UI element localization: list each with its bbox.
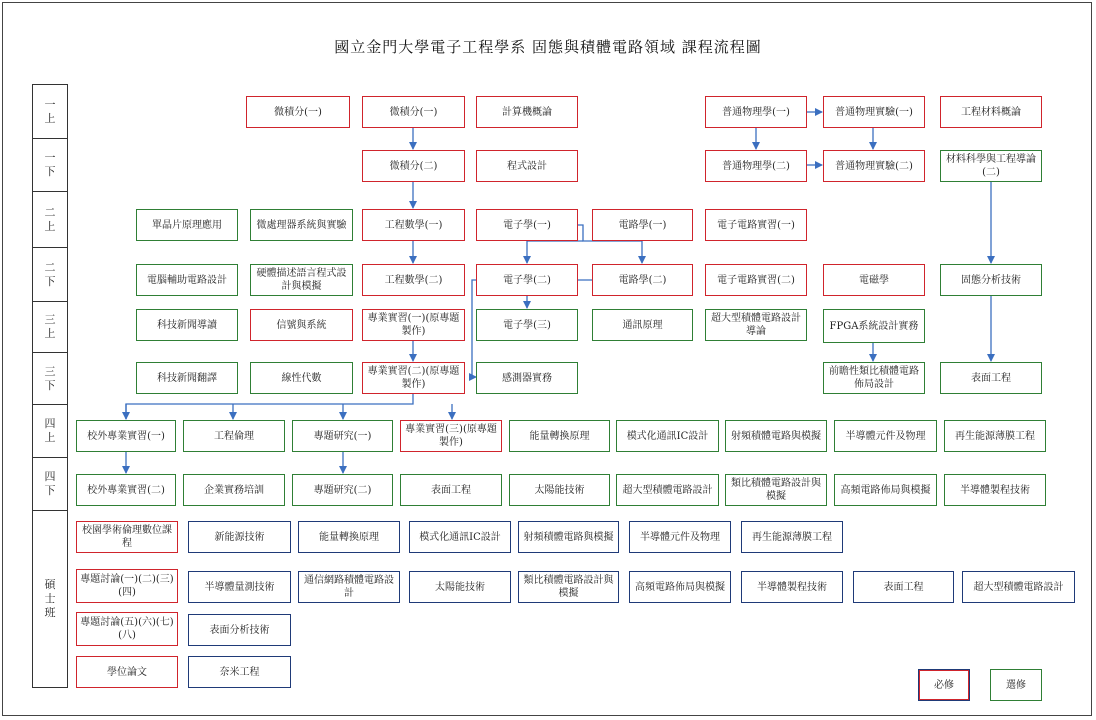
page-title: 國立金門大學電子工程學系 固態與積體電路領域 課程流程圖 — [334, 38, 762, 56]
master-course-box: 學位論文 — [76, 656, 178, 688]
semester-label: 碩士班 — [44, 578, 56, 619]
master-course-box: 新能源技術 — [188, 521, 291, 553]
master-course-box: 半導體元件及物理 — [629, 521, 731, 553]
course-box: 前瞻性類比積體電路佈局設計 — [823, 362, 925, 394]
course-box: 材料科學與工程導論(二) — [940, 150, 1042, 182]
course-box: 微積分(一) — [246, 96, 350, 128]
master-course-box: 表面分析技術 — [188, 614, 291, 646]
course-box: 程式設計 — [476, 150, 578, 182]
course-box: 通訊原理 — [592, 309, 693, 341]
course-box: 普通物理實驗(一) — [823, 96, 925, 128]
master-course-box: 半導體量測技術 — [188, 571, 291, 603]
course-box: 專題研究(一) — [292, 420, 393, 452]
course-box: 電路學(二) — [592, 264, 693, 296]
course-box: 表面工程 — [940, 362, 1042, 394]
course-box: 工程數學(一) — [362, 209, 465, 241]
course-box: 電子學(三) — [476, 309, 578, 341]
course-box: 半導體元件及物理 — [834, 420, 937, 452]
course-box: 專業實習(二)(原專題製作) — [362, 362, 465, 394]
course-box: 單晶片原理應用 — [136, 209, 238, 241]
legend-required: 必修 — [918, 669, 970, 701]
course-box: 電子電路實習(一) — [705, 209, 807, 241]
course-box: 專題研究(二) — [292, 474, 393, 506]
flow-arrow — [527, 241, 583, 263]
course-box: 太陽能技術 — [509, 474, 610, 506]
course-box: 計算機概論 — [476, 96, 578, 128]
course-box: 工程材料概論 — [940, 96, 1042, 128]
course-box: 微積分(一) — [362, 96, 465, 128]
master-course-box: 專題討論(五)(六)(七)(八) — [76, 612, 178, 646]
master-course-box: 再生能源薄膜工程 — [741, 521, 843, 553]
semester-label: 二下 — [33, 248, 67, 302]
master-course-box: 類比積體電路設計與模擬 — [518, 571, 619, 603]
master-course-box: 奈米工程 — [188, 656, 291, 688]
course-box: 電子電路實習(二) — [705, 264, 807, 296]
course-box: 微積分(二) — [362, 150, 465, 182]
course-box: 科技新聞導讀 — [136, 309, 238, 341]
course-box: 企業實務培訓 — [183, 474, 285, 506]
semester-label: 三上 — [33, 302, 67, 353]
master-course-box: 模式化通訊IC設計 — [409, 521, 511, 553]
legend-elective: 選修 — [990, 669, 1042, 701]
course-box: FPGA系統設計實務 — [823, 309, 925, 343]
course-box: 半導體製程技術 — [944, 474, 1046, 506]
semester-label: 一上 — [33, 85, 67, 139]
course-box: 固態分析技術 — [940, 264, 1042, 296]
course-box: 普通物理學(二) — [705, 150, 807, 182]
course-box: 超大型積體電路設計導論 — [705, 309, 807, 341]
course-box: 專業實習(三)(原專題製作) — [400, 420, 502, 452]
master-course-box: 射頻積體電路與模擬 — [518, 521, 619, 553]
course-box: 電腦輔助電路設計 — [136, 264, 238, 296]
course-box: 感測器實務 — [476, 362, 578, 394]
course-box: 超大型積體電路設計 — [616, 474, 719, 506]
semester-label: 三下 — [33, 353, 67, 405]
course-box: 電子學(二) — [476, 264, 578, 296]
course-box: 電磁學 — [823, 264, 925, 296]
semester-label: 二上 — [33, 192, 67, 248]
master-course-box: 超大型積體電路設計 — [962, 571, 1075, 603]
course-box: 科技新聞翻譯 — [136, 362, 238, 394]
course-box: 類比積體電路設計與模擬 — [725, 474, 827, 506]
master-course-box: 太陽能技術 — [409, 571, 511, 603]
course-box: 校外專業實習(二) — [76, 474, 176, 506]
master-course-box: 專題討論(一)(二)(三)(四) — [76, 569, 178, 603]
course-box: 工程倫理 — [183, 420, 285, 452]
course-box: 工程數學(二) — [362, 264, 465, 296]
course-box: 線性代數 — [250, 362, 353, 394]
course-box: 電路學(一) — [592, 209, 693, 241]
course-box: 普通物理實驗(二) — [823, 150, 925, 182]
master-course-box: 表面工程 — [853, 571, 954, 603]
course-box: 電子學(一) — [476, 209, 578, 241]
course-box: 普通物理學(一) — [705, 96, 807, 128]
course-box: 硬體描述語言程式設計與模擬 — [250, 264, 353, 296]
course-box: 射頻積體電路與模擬 — [725, 420, 827, 452]
semester-label: 四上 — [33, 405, 67, 458]
course-box: 信號與系統 — [250, 309, 353, 341]
course-box: 高頻電路佈局與模擬 — [834, 474, 937, 506]
master-course-box: 高頻電路佈局與模擬 — [629, 571, 731, 603]
semester-label: 四下 — [33, 458, 67, 511]
master-course-box: 校園學術倫理數位課程 — [76, 521, 178, 553]
course-box: 校外專業實習(一) — [76, 420, 176, 452]
master-course-box: 半導體製程技術 — [741, 571, 843, 603]
course-box: 微處理器系統與實驗 — [250, 209, 353, 241]
master-course-box: 通信網路積體電路設計 — [298, 571, 400, 603]
course-box: 再生能源薄膜工程 — [944, 420, 1046, 452]
course-box: 能量轉換原理 — [509, 420, 610, 452]
master-course-box: 能量轉換原理 — [298, 521, 400, 553]
flow-arrow — [126, 394, 413, 419]
semester-label: 一下 — [33, 139, 67, 192]
course-box: 專業實習(一)(原專題製作) — [362, 309, 465, 341]
course-box: 表面工程 — [400, 474, 502, 506]
course-box: 模式化通訊IC設計 — [616, 420, 719, 452]
